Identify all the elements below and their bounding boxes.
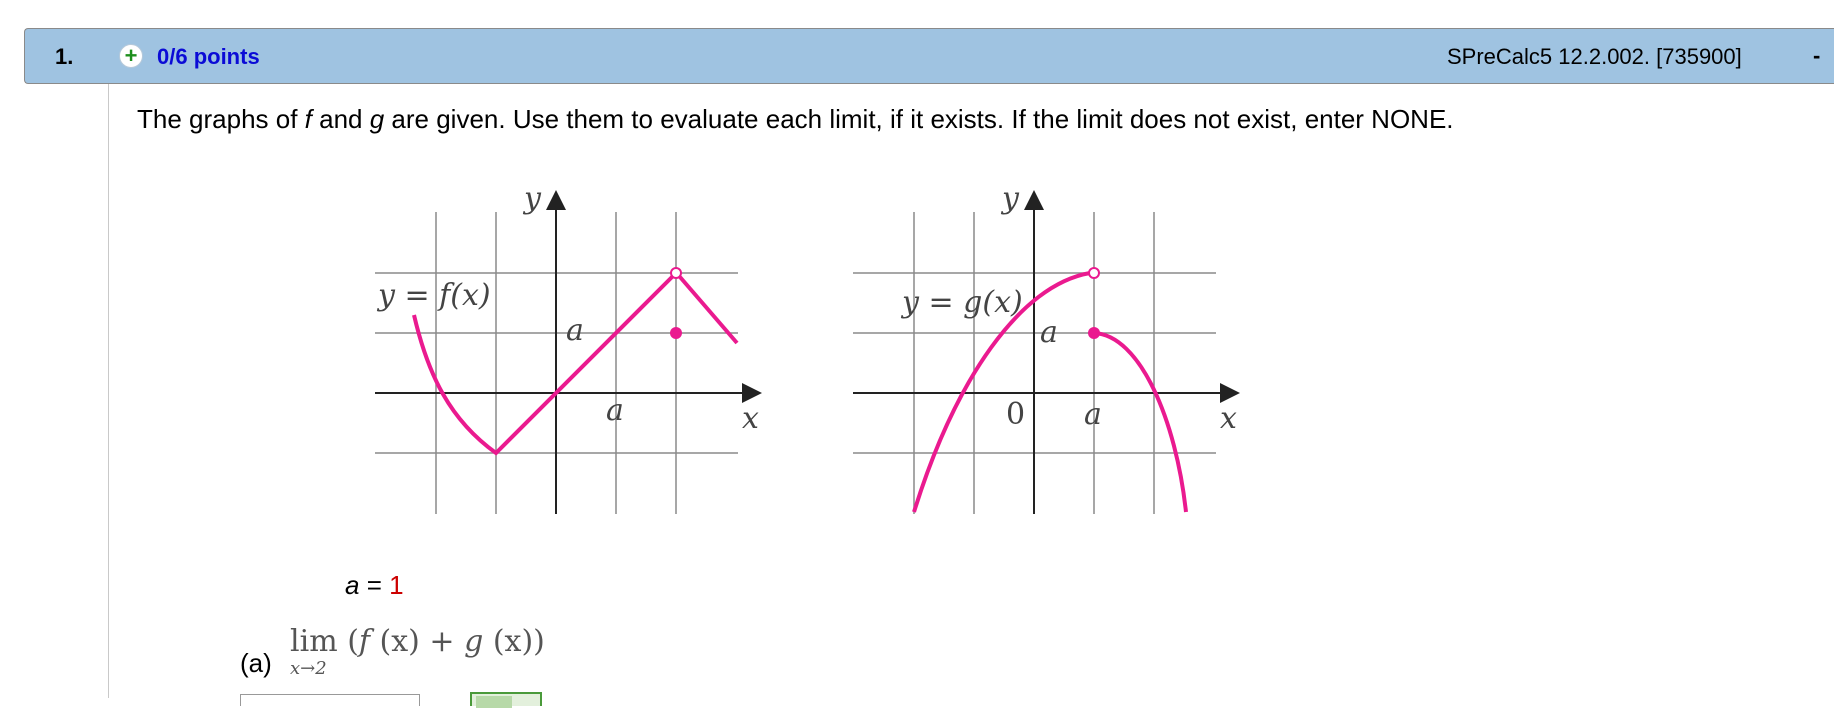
given-equals: = (366, 570, 382, 600)
graph-g-x-label: x (1220, 401, 1237, 436)
graph-g-origin-label: 0 (1006, 397, 1026, 432)
question-reference: SPreCalc5 12.2.002. [735900] (1447, 44, 1742, 69)
graph-g-a-x-label: a (1084, 397, 1102, 432)
prompt-text-1: The graphs of (137, 104, 305, 134)
graph-g-open-point (1089, 268, 1099, 278)
prompt-f: f (304, 104, 312, 134)
prompt-g: g (369, 104, 385, 134)
limit-subscript: x→2 (290, 658, 327, 679)
limit-f: f (358, 624, 371, 659)
limit-open-paren: ( (347, 624, 359, 659)
graph-g-curve-right (1094, 333, 1186, 512)
graph-g-y-label: y (1002, 181, 1019, 216)
graph-g-a-y-label: a (1040, 315, 1058, 350)
question-number: 1. (55, 44, 74, 69)
limit-g: g (464, 624, 484, 659)
graph-f-a-x-label: a (606, 393, 624, 428)
graph-f-x-label: x (742, 401, 759, 436)
collapse-button[interactable]: - (1813, 43, 1821, 68)
graph-f-label: y = f(x) (378, 278, 491, 313)
limit-g-arg: (x)) (483, 624, 545, 659)
graph-g-closed-point (1088, 327, 1100, 339)
graph-f-y-label: y (524, 181, 541, 216)
answer-status-box (470, 692, 542, 706)
prompt-text-2: and (311, 104, 370, 134)
limit-f-arg: (x) + (370, 624, 465, 659)
prompt-text-3: are given. Use them to evaluate each limit, if it exists. If the limit does not exist, enter NONE. (384, 104, 1454, 134)
part-a-label: (a) (240, 648, 272, 678)
given-a-value (345, 570, 404, 601)
graph-g (853, 181, 1237, 514)
limit-operator (290, 624, 338, 679)
graph-f-closed-point (670, 327, 682, 339)
graph-f-open-point (671, 268, 681, 278)
given-var: a (345, 570, 360, 600)
graph-f-a-y-label: a (566, 313, 584, 348)
given-value: 1 (389, 570, 404, 600)
graph-g-label: y = g(x) (902, 285, 1023, 320)
plus-icon[interactable]: + (119, 44, 143, 68)
answer-input[interactable] (240, 694, 420, 706)
limit-lim: lim (290, 624, 338, 659)
graph-f (375, 181, 759, 514)
limit-expression (290, 624, 545, 679)
points-link[interactable]: 0/6 points (157, 44, 260, 69)
